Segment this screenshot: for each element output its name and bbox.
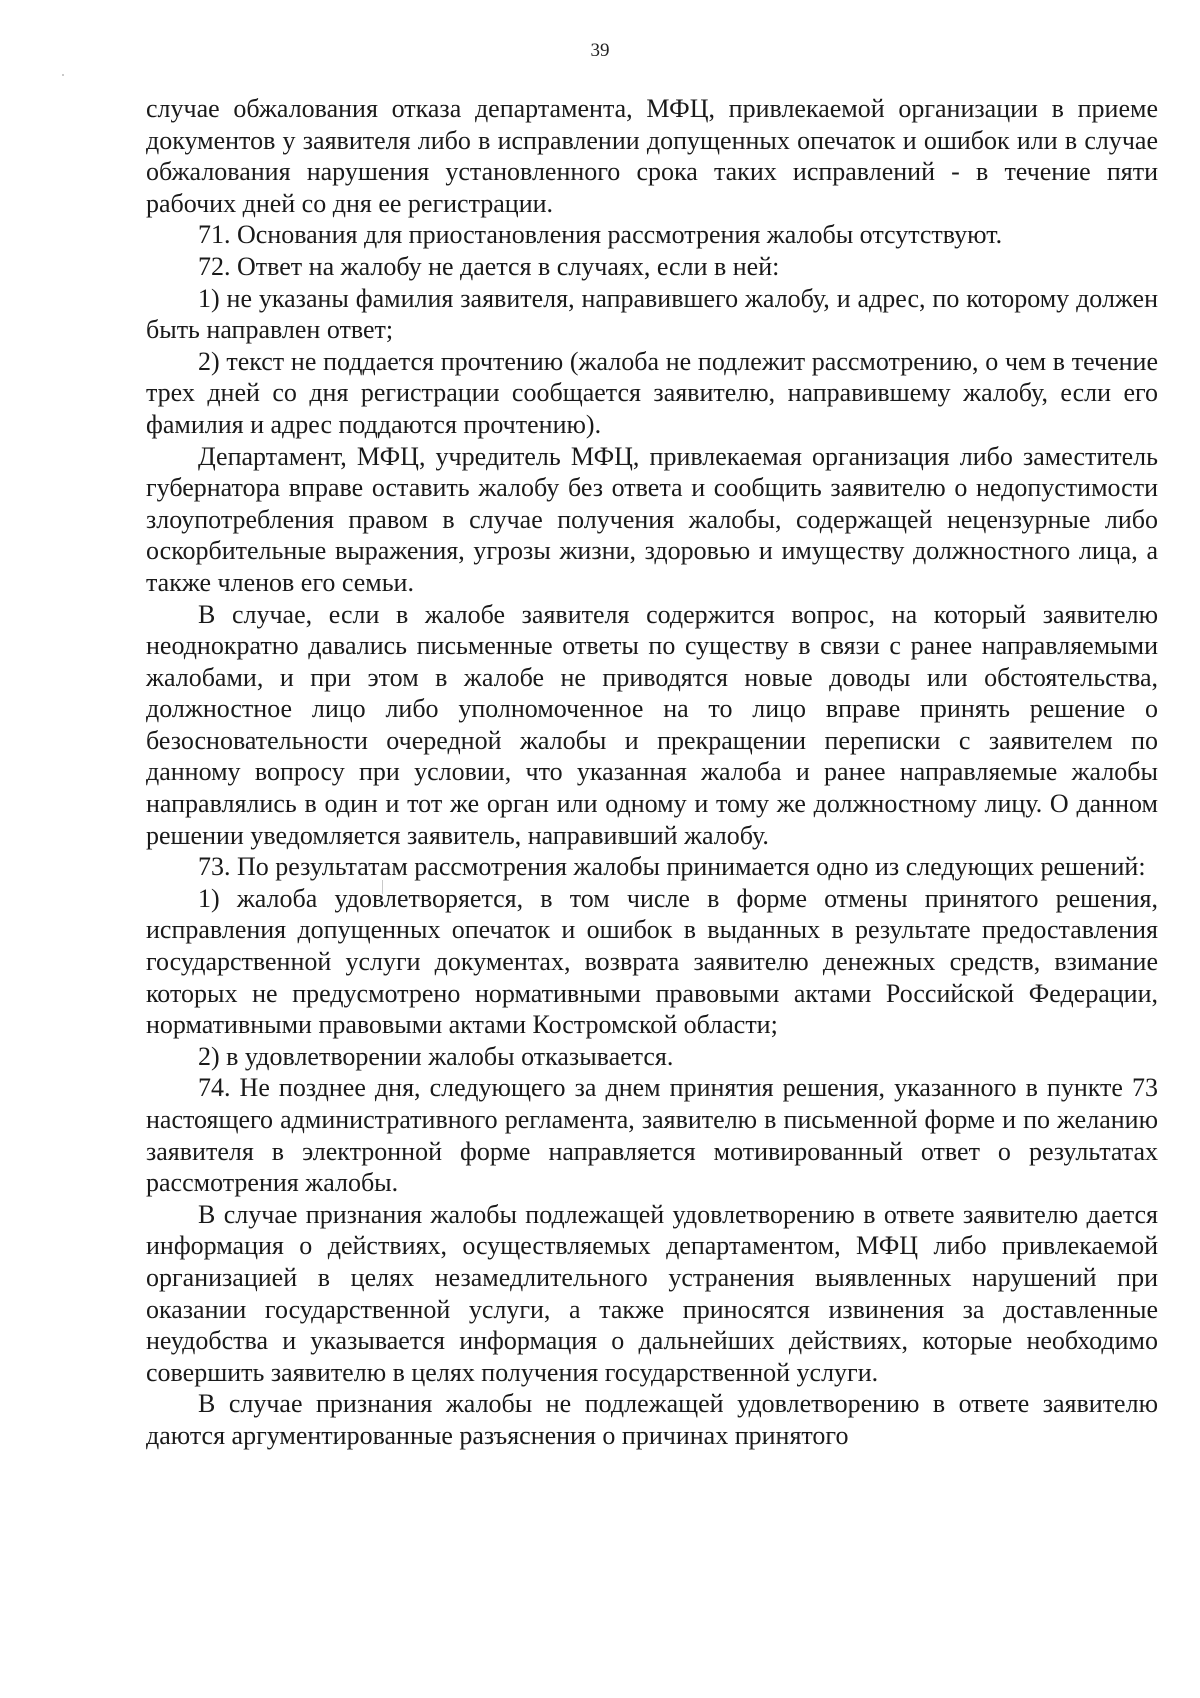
- document-body: [146, 93, 1158, 1452]
- paragraph: В случае, если в жалобе заявителя содержится вопрос, на который заявителю неоднократно давались письменные ответы по существу в связи с ранее направляемыми жалобами, и при этом в жалобе не приводятся новые доводы или обстоятельства, должностное лицо либо уполномоченное на то лицо вправе принять решение о безосновательности очередной жалобы и прекращении переписки с заявителем по данному вопросу при условии, что указанная жалоба и ранее направляемые жалобы направлялись в один и тот же орган или одному и тому же должностному лицу. О данном решении уведомляется заявитель, направивший жалобу.: [146, 599, 1158, 850]
- paragraph: 74. Не позднее дня, следующего за днем принятия решения, указанного в пункте 73 настоящего административного регламента, заявителю в письменной форме и по желанию заявителя в электронной форме направляется мотивированный ответ о результатах рассмотрения жалобы.: [146, 1073, 1158, 1198]
- paragraph: 71. Основания для приостановления рассмотрения жалобы отсутствуют.: [198, 220, 1003, 250]
- paragraph: Департамент, МФЦ, учредитель МФЦ, привлекаемая организация либо заместитель губернатора вправе оставить жалобу без ответа и сообщить заявителю о недопустимости злоупотребления правом в случае получения жалобы, содержащей нецензурные либо оскорбительные выражения, угрозы жизни, здоровью и имуществу должностного лица, а также членов его семьи.: [146, 441, 1158, 597]
- paragraph: 2) в удовлетворении жалобы отказывается.: [198, 1041, 674, 1071]
- paragraph: 1) не указаны фамилия заявителя, направившего жалобу, и адрес, по которому должен быть направлен ответ;: [146, 283, 1158, 345]
- paragraph: В случае признания жалобы подлежащей удовлетворению в ответе заявителю дается информация о действиях, осуществляемых департаментом, МФЦ либо привлекаемой организацией в целях незамедлительного устранения выявленных нарушений при оказании государственной услуги, а также приносятся извинения за доставленные неудобства и указывается информация о дальнейших действиях, которые необходимо совершить заявителю в целях получения государственной услуги.: [146, 1199, 1158, 1387]
- paragraph: случае обжалования отказа департамента, МФЦ, привлекаемой организации в приеме документов у заявителя либо в исправлении допущенных опечаток и ошибок или в случае обжалования нарушения установленного срока таких исправлений - в течение пяти рабочих дней со дня ее регистрации.: [146, 94, 1158, 218]
- paragraph: 73. По результатам рассмотрения жалобы принимается одно из следующих решений:: [198, 852, 1146, 882]
- scan-artifact: [62, 74, 64, 76]
- paragraph: 2) текст не поддается прочтению (жалоба не подлежит рассмотрению, о чем в течение трех дней со дня регистрации сообщается заявителю, направившему жалобу, если его фамилия и адрес поддаются прочтению).: [146, 346, 1158, 439]
- page-number: 39: [590, 40, 610, 61]
- paragraph: 1) жалоба удовлетворяется, в том числе в форме отмены принятого решения, исправления допущенных опечаток и ошибок в выданных в результате предоставления государственной услуги документах, возврата заявителю денежных средств, взимание которых не предусмотрено нормативными правовыми актами Российской Федерации, нормативными правовыми актами Костромской области;: [146, 883, 1158, 1040]
- paragraph: 72. Ответ на жалобу не дается в случаях, если в ней:: [198, 251, 780, 281]
- paragraph: В случае признания жалобы не подлежащей удовлетворению в ответе заявителю даются аргументированные разъяснения о причинах принятого: [146, 1389, 1158, 1450]
